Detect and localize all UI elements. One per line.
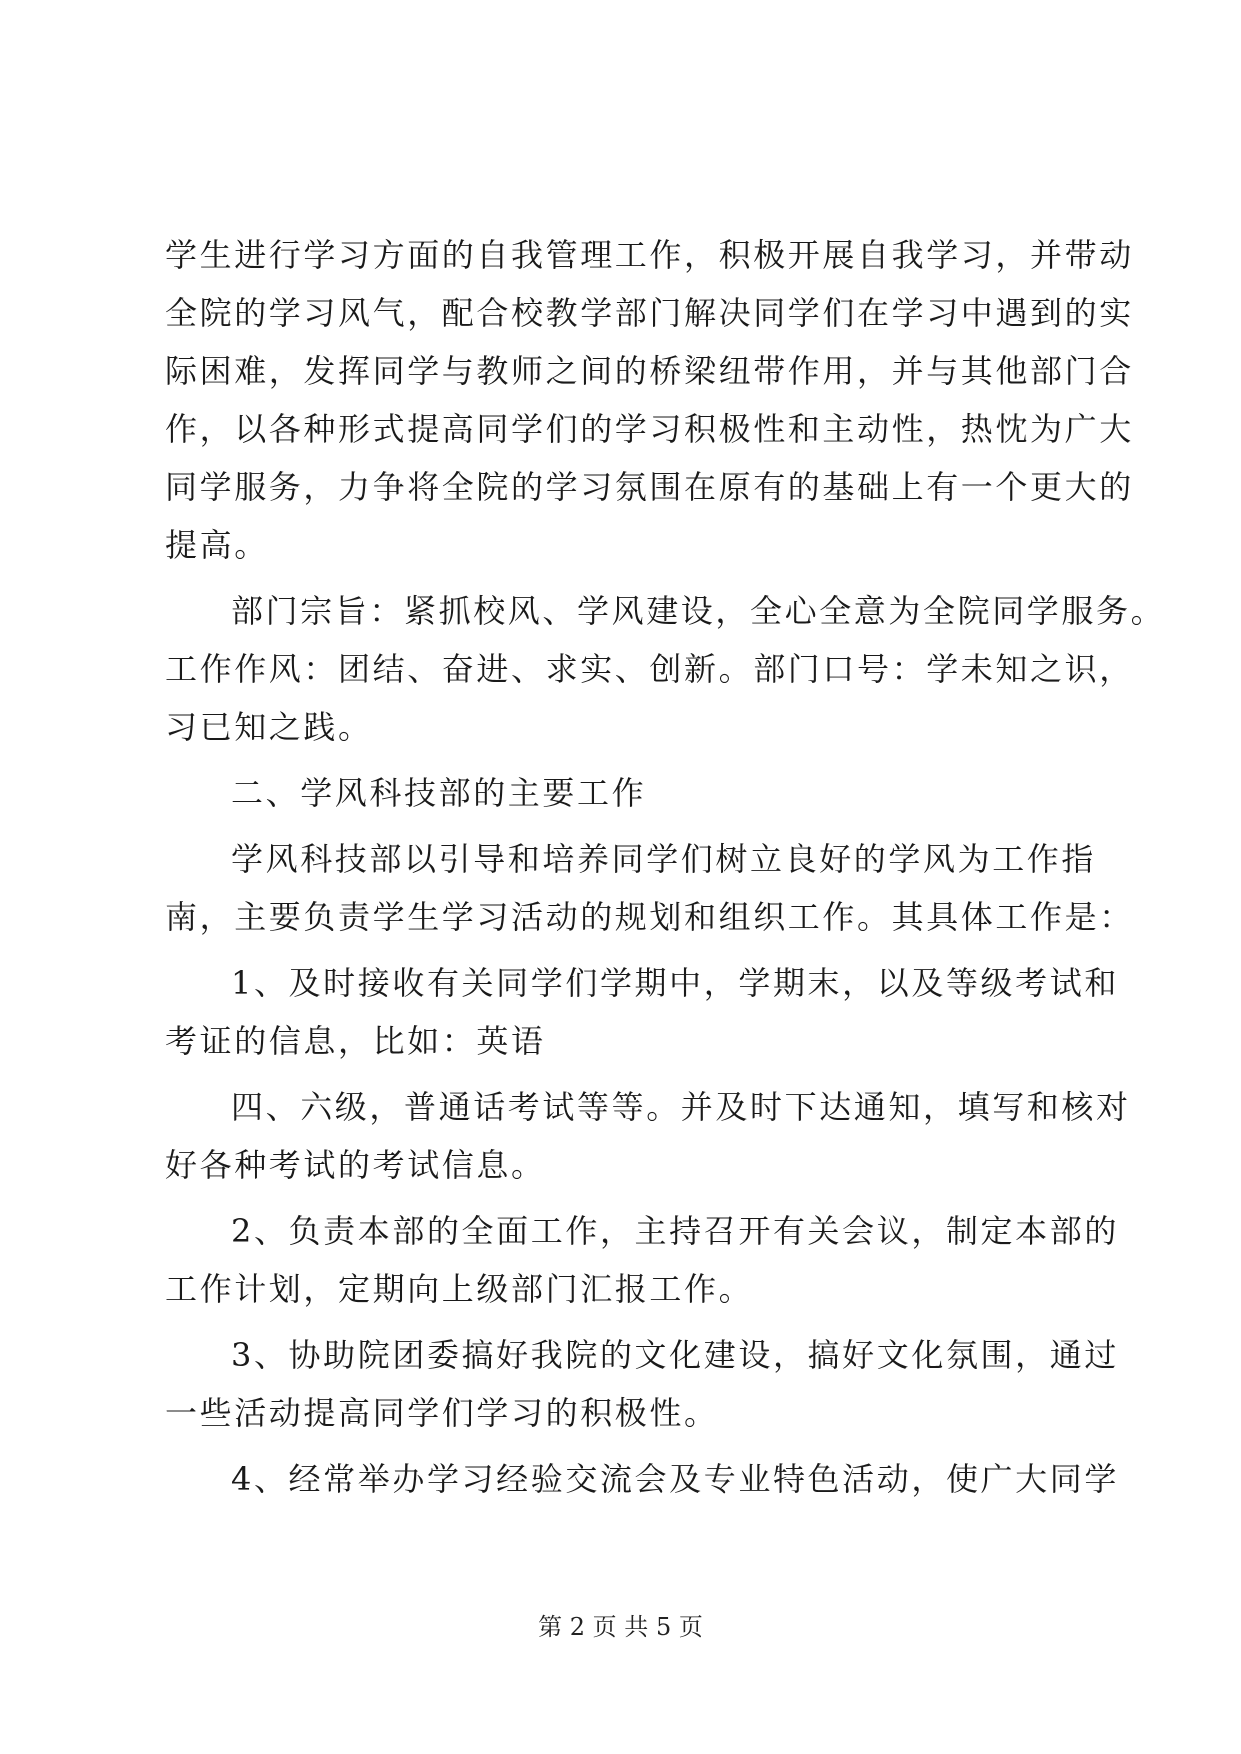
text-line: 全院的学习风气，配合校教学部门解决同学们在学习中遇到的实	[165, 294, 1134, 332]
page-indicator: 第 2 页 共 5 页	[538, 1613, 703, 1641]
list-item	[165, 1202, 1119, 1318]
paragraph	[165, 830, 1134, 946]
list-item	[165, 1326, 1119, 1442]
text-line: 2、负责本部的全面工作，主持召开有关会议，制定本部的	[231, 1212, 1119, 1250]
text-line: 部门宗旨：紧抓校风、学风建设，全心全意为全院同学服务。	[231, 592, 1166, 630]
document-body	[165, 226, 1166, 1508]
text-line: 二、学风科技部的主要工作	[231, 774, 647, 812]
list-item	[165, 954, 1119, 1070]
text-line: 同学服务，力争将全院的学习氛围在原有的基础上有一个更大的	[165, 468, 1134, 506]
text-line: 4、经常举办学习经验交流会及专业特色活动，使广大同学	[231, 1460, 1119, 1498]
text-line: 作，以各种形式提高同学们的学习积极性和主动性，热忱为广大	[165, 410, 1134, 448]
text-line: 3、协助院团委搞好我院的文化建设，搞好文化氛围，通过	[231, 1336, 1119, 1374]
text-line: 习已知之践。	[165, 708, 373, 746]
text-line: 一些活动提高同学们学习的积极性。	[165, 1394, 719, 1432]
text-line: 考证的信息，比如：英语	[165, 1022, 546, 1060]
text-line: 学风科技部以引导和培养同学们树立良好的学风为工作指	[231, 840, 1097, 878]
page-footer	[0, 1612, 1241, 1642]
text-line: 1、及时接收有关同学们学期中，学期末，以及等级考试和	[231, 964, 1119, 1002]
text-line: 工作计划，定期向上级部门汇报工作。	[165, 1270, 754, 1308]
text-line: 工作作风：团结、奋进、求实、创新。部门口号：学未知之识，	[165, 650, 1134, 688]
paragraph	[165, 582, 1166, 756]
text-line: 提高。	[165, 526, 269, 564]
text-line: 学生进行学习方面的自我管理工作，积极开展自我学习，并带动	[165, 236, 1134, 274]
paragraph	[165, 226, 1134, 574]
section-heading	[165, 764, 1082, 822]
list-item	[165, 1450, 1119, 1508]
paragraph	[165, 1078, 1131, 1194]
text-line: 南，主要负责学生学习活动的规划和组织工作。其具体工作是：	[165, 898, 1134, 936]
text-line: 际困难，发挥同学与教师之间的桥梁纽带作用，并与其他部门合	[165, 352, 1134, 390]
text-line: 四、六级，普通话考试等等。并及时下达通知，填写和核对	[231, 1088, 1131, 1126]
text-line: 好各种考试的考试信息。	[165, 1146, 546, 1184]
